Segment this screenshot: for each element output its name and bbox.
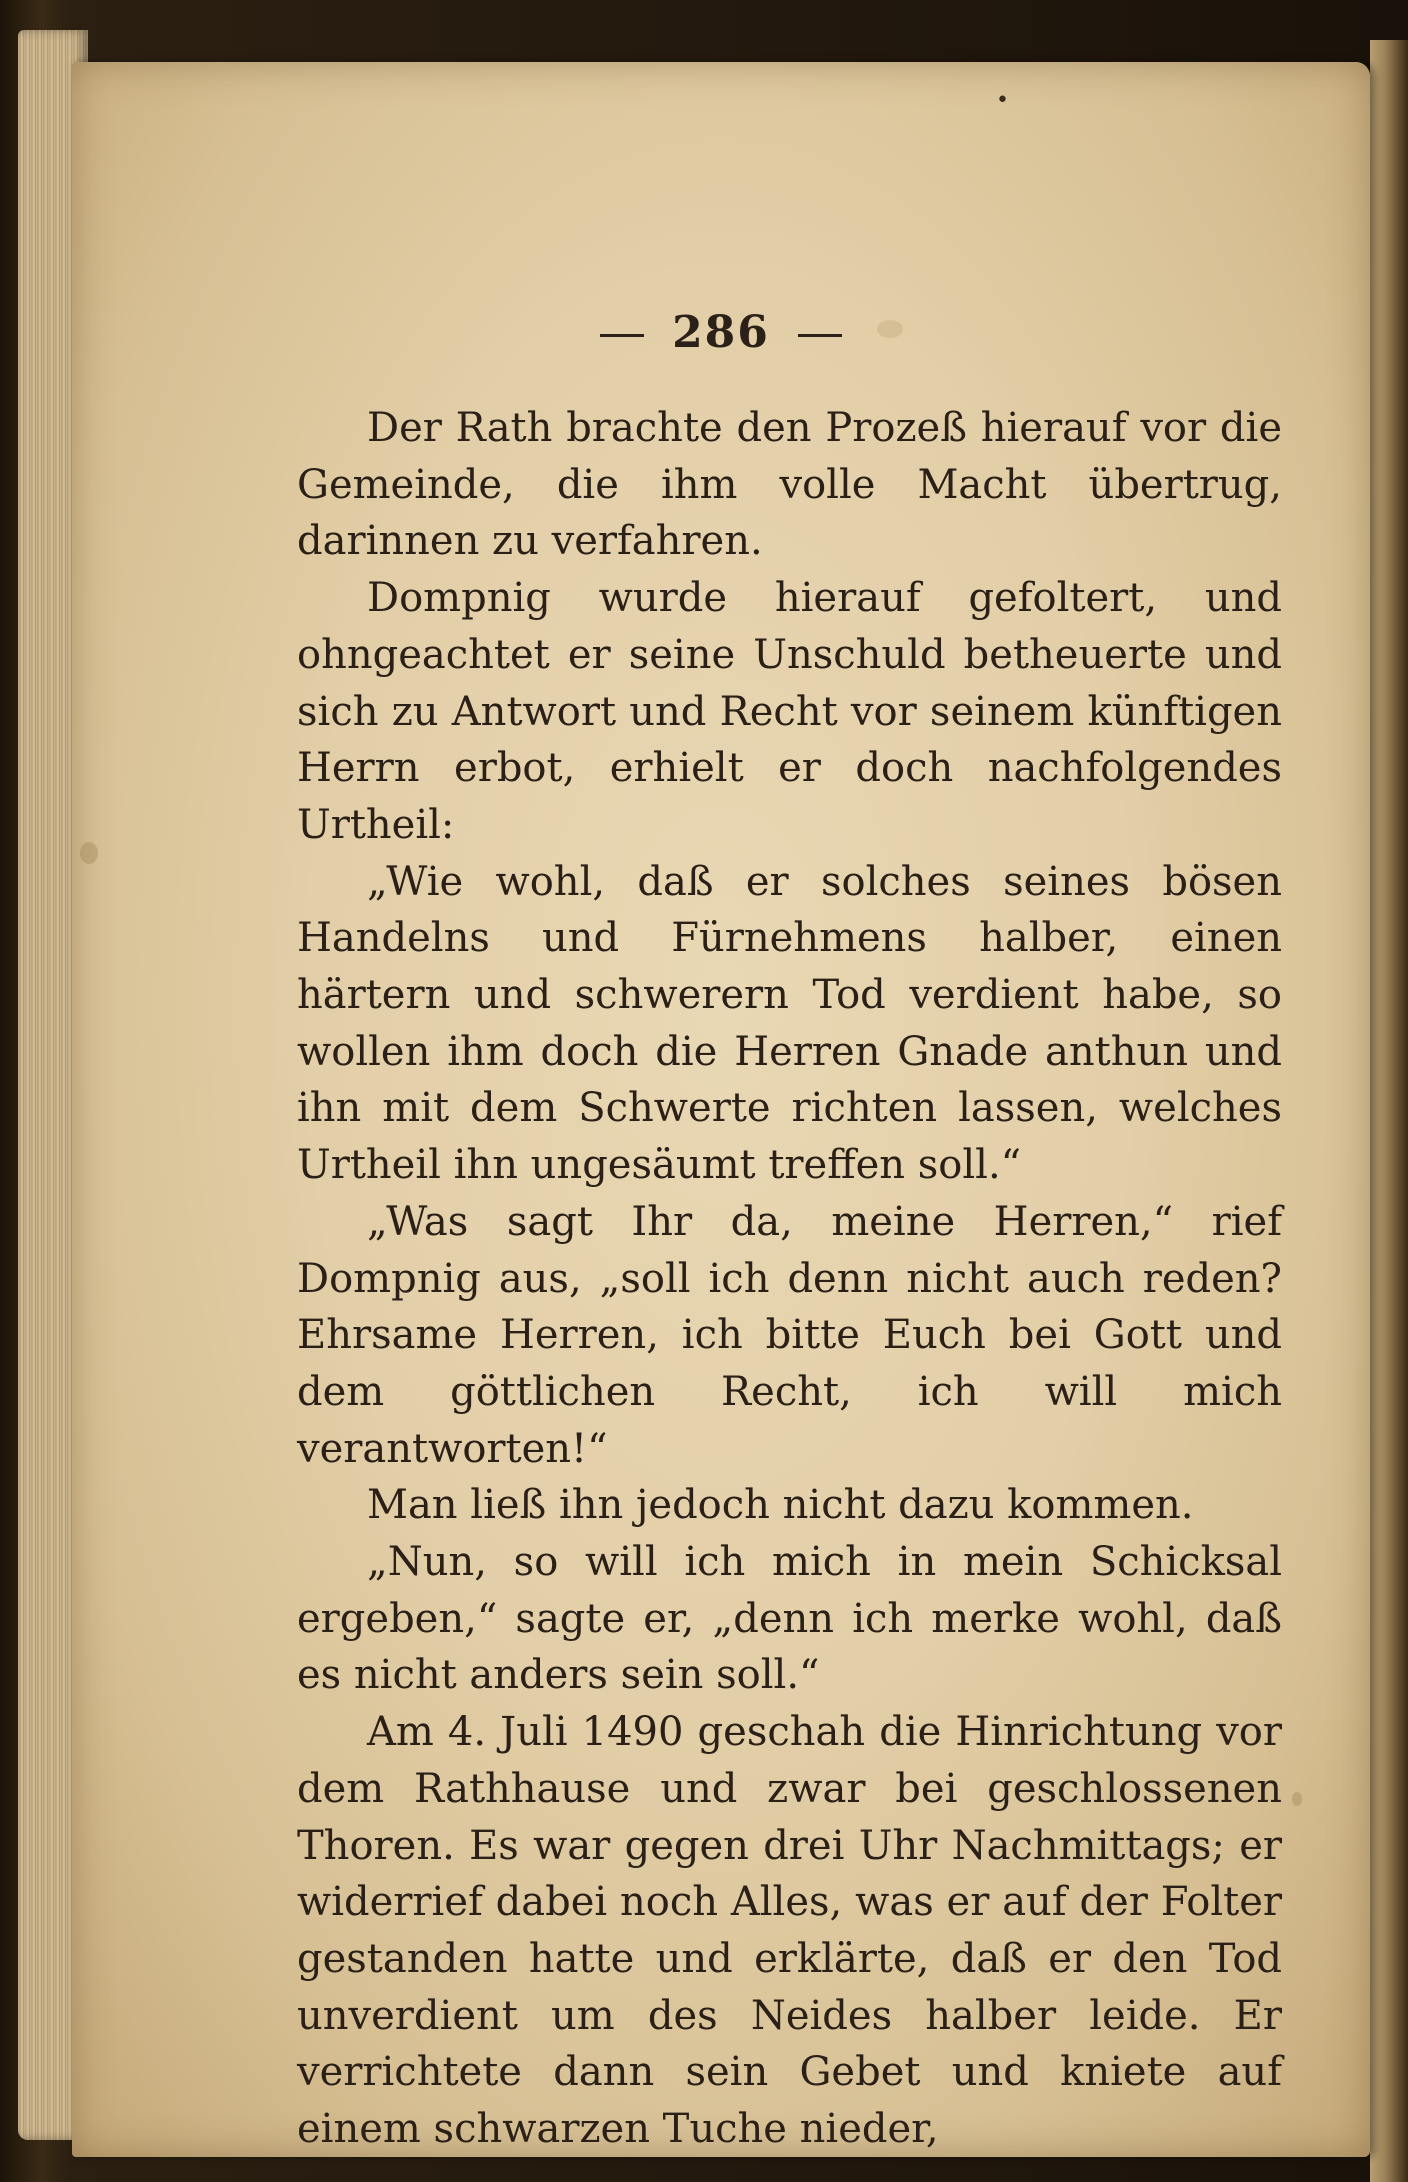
ink-dot: • — [996, 88, 1009, 113]
stain-mark — [1292, 1792, 1302, 1806]
paragraph: „Nun, so will ich mich in mein Schicksal ergeben,“ sagte er, „denn ich merke wohl, daß es nicht anders sein soll.“ — [297, 1539, 1282, 1699]
header-dash-left — [600, 334, 644, 337]
book-page — [72, 62, 1370, 2157]
paragraph: Man ließ ihn jedoch nicht dazu kommen. — [367, 1482, 1194, 1529]
paragraph: Am 4. Juli 1490 geschah die Hinrichtung vor dem Rathhause und zwar bei geschlossenen Thoren. Es war gegen drei Uhr Nachmittags; er widerrief dabei noch Alles, was er auf der Folter gestanden hatte und erklärte, daß er den Tod unverdient um des Neides halber leide. Er verrichtete dann sein Gebet und kniete auf einem schwarzen Tuche nieder, — [297, 1709, 1282, 2153]
body-text — [297, 400, 1282, 2158]
paragraph: Der Rath brachte den Prozeß hierauf vor die Gemeinde, die ihm volle Macht übertrug, darinnen zu verfahren. — [297, 405, 1282, 565]
page-header — [72, 307, 1370, 358]
stain-mark — [80, 842, 98, 864]
header-dash-right — [798, 334, 842, 337]
page-number: 286 — [672, 307, 770, 358]
paragraph: „Wie wohl, daß er solches seines bösen Handelns und Fürnehmens halber, einen härtern und schwerern Tod verdient habe, so wollen ihm doch die Herren Gnade anthun und ihn mit dem Schwerte richten lassen, welches Urtheil ihn ungesäumt treffen soll.“ — [297, 858, 1282, 1189]
paragraph: Dompnig wurde hierauf gefoltert, und ohngeachtet er seine Unschuld betheuerte und sich zu Antwort und Recht vor seinem künftigen Herrn erbot, erhielt er doch nachfolgendes Urtheil: — [297, 575, 1282, 848]
right-page-edge — [1370, 40, 1408, 2182]
paragraph: „Was sagt Ihr da, meine Herren,“ rief Dompnig aus, „soll ich denn nicht auch reden? Ehrsame Herren, ich bitte Euch bei Gott und dem göttlichen Recht, ich will mich verantworten!“ — [297, 1198, 1282, 1472]
